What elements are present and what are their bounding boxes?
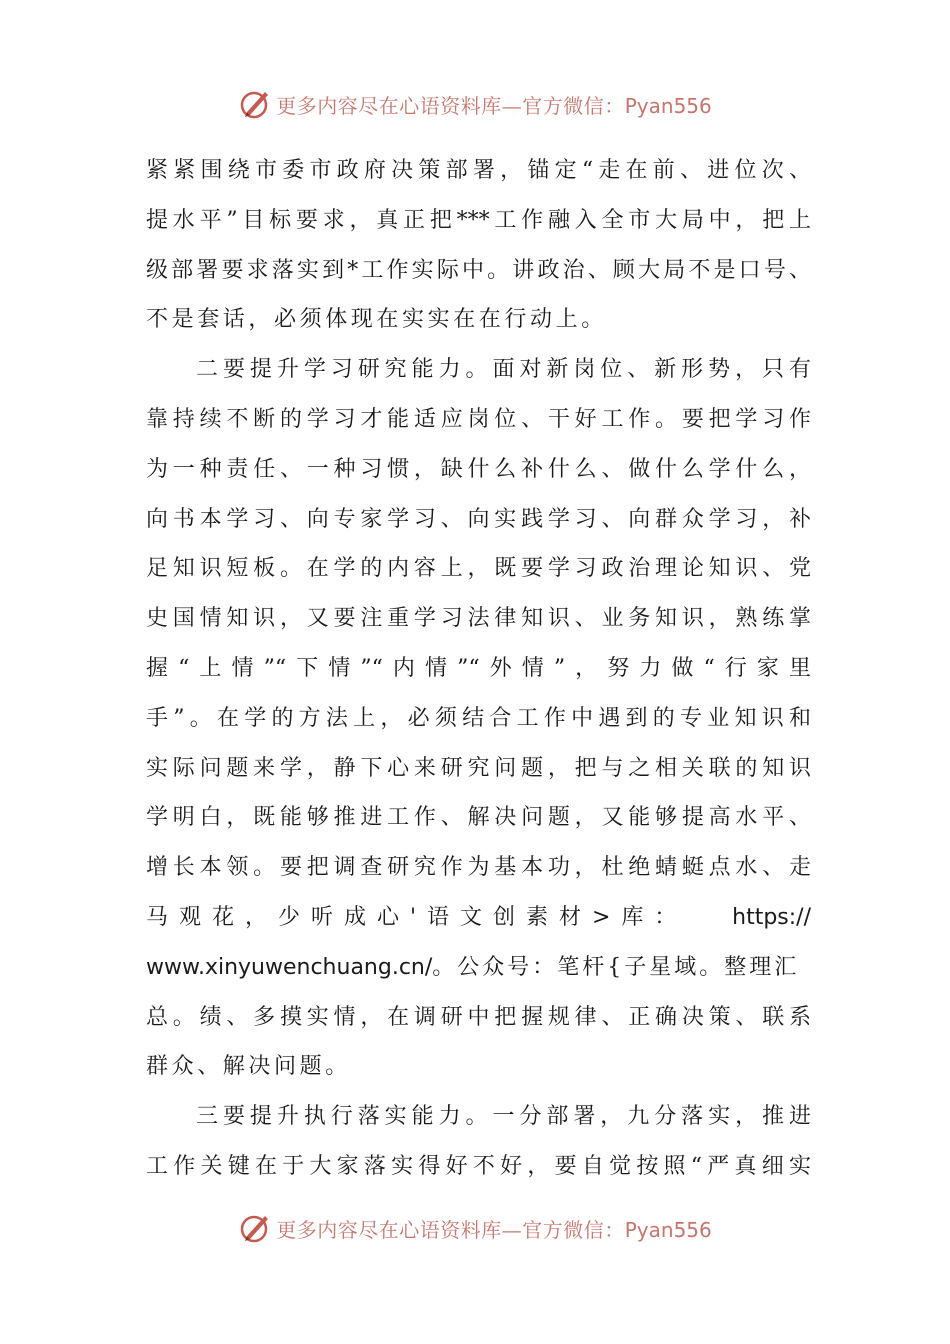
paragraph-start-line: 三要提升执行落实能力。一分部署，九分落实，推进 bbox=[196, 1104, 811, 1130]
pen-logo-icon bbox=[238, 86, 274, 122]
text-line: 靠持续不断的学习才能适应岗位、干好工作。要把学习作 bbox=[146, 406, 811, 432]
header-slogan-text: 更多内容尽在心语资料库—官方微信： bbox=[276, 93, 625, 118]
footer-slogan bbox=[276, 1214, 712, 1243]
text-line: 工作关键在于大家落实得好不好，要自觉按照“严真细实 bbox=[146, 1153, 811, 1179]
text-line: 总。绩、多摸实情，在调研中把握规律、正确决策、联系 bbox=[146, 1004, 811, 1030]
footer-banner bbox=[0, 1208, 950, 1248]
pen-logo-icon bbox=[238, 1210, 274, 1246]
text-line: 实际问题来学，静下心来研究问题，把与之相关联的知识 bbox=[146, 755, 811, 781]
text-line: 紧紧围绕市委市政府决策部署，锚定“走在前、进位次、 bbox=[146, 158, 811, 183]
footer-slogan-text: 更多内容尽在心语资料库—官方微信： bbox=[276, 1217, 625, 1242]
text-line: 增长本领。要把调查研究作为基本功，杜绝蜻蜓点水、走 bbox=[146, 855, 811, 881]
text-line: 为一种责任、一种习惯，缺什么补什么、做什么学什么， bbox=[146, 456, 811, 482]
paragraph-start-line: 二要提升学习研究能力。面对新岗位、新形势，只有 bbox=[196, 357, 811, 383]
text-line: 足知识短板。在学的内容上，既要学习政治理论知识、党 bbox=[146, 556, 811, 582]
text-line: 向书本学习、向专家学习、向实践学习、向群众学习，补 bbox=[146, 506, 811, 532]
url-fragment: https:// bbox=[732, 904, 811, 930]
text-line: 级部署要求落实到*工作实际中。讲政治、顾大局不是口号、 bbox=[146, 257, 811, 283]
footer-wechat-id: Pyan556 bbox=[624, 1217, 712, 1242]
text-line: 学明白，既能够推进工作、解决问题，又能够提高水平、 bbox=[146, 805, 811, 831]
text-line-with-url bbox=[146, 893, 811, 943]
url-fragment: www.xinyuwenchuang.cn/ bbox=[146, 954, 433, 980]
text-line-with-url bbox=[146, 943, 811, 993]
text-line: 史国情知识，又要注重学习法律知识、业务知识，熟练掌 bbox=[146, 606, 811, 632]
text-fragment: 。公众号：笔杆{子星域。整理汇 bbox=[432, 954, 800, 980]
header-wechat-id: Pyan556 bbox=[624, 93, 712, 118]
text-line: 群众、解决问题。 bbox=[146, 1054, 351, 1080]
header-slogan bbox=[276, 90, 712, 119]
header-banner bbox=[0, 84, 950, 124]
text-line: 提水平”目标要求，真正把***工作融入全市大局中，把上 bbox=[146, 207, 811, 233]
text-line: 手”。在学的方法上，必须结合工作中遇到的专业知识和 bbox=[146, 705, 811, 731]
text-line: 不是套话，必须体现在实实在在行动上。 bbox=[146, 307, 607, 333]
text-line: 握“上情”“下情”“内情”“外情”，努力做“行家里 bbox=[146, 655, 811, 681]
document-body bbox=[146, 146, 811, 1192]
text-fragment: 马 观 花 ， 少 听 成 心 ' 语 文 创 素 材 > 库 ： bbox=[146, 904, 679, 930]
